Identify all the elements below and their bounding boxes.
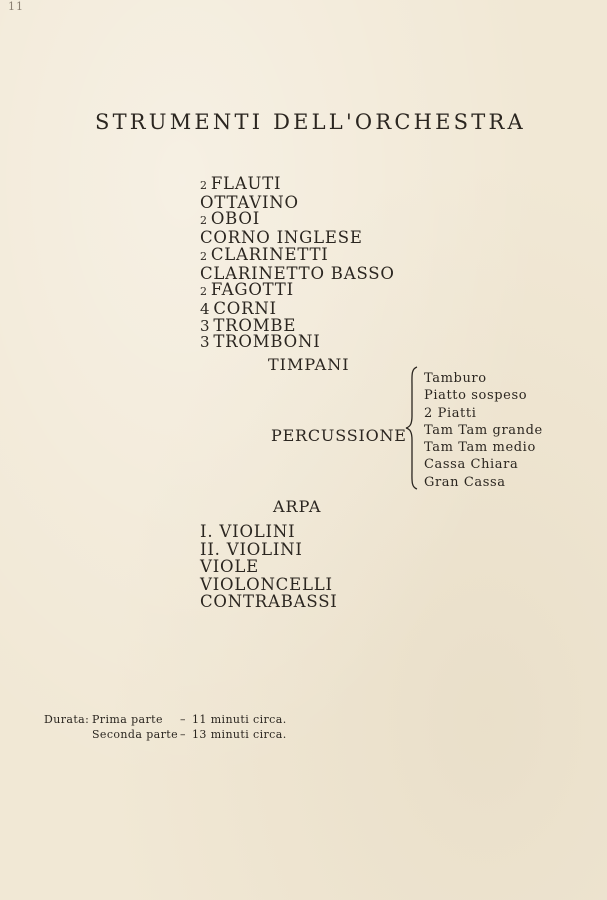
winds-list: [200, 176, 395, 351]
instrument-count: 4: [200, 299, 211, 318]
percussion-item: Tam Tam grande: [424, 422, 543, 438]
duration-time: 11 minuti circa.: [192, 713, 287, 726]
instrument-name: OBOI: [210, 209, 261, 229]
duration-row: [44, 727, 287, 742]
instrument-count: 3: [200, 316, 211, 335]
percussion-item: Tam Tam medio: [424, 440, 536, 456]
string-section: CONTRABASSI: [200, 592, 338, 611]
instrument-name: CLARINETTI: [210, 244, 329, 264]
page-title: STRUMENTI DELL'ORCHESTRA: [95, 110, 526, 134]
curly-brace-icon: [404, 366, 420, 490]
instrument-count: 2: [200, 214, 208, 228]
timpani-heading: TIMPANI: [268, 355, 350, 374]
percussion-item: Tamburo: [424, 371, 487, 386]
duration-row: [44, 712, 287, 727]
duration-time: 13 minuti circa.: [192, 728, 287, 741]
instrument-count: 2: [200, 249, 208, 263]
instrument-name: CORNO INGLESE: [200, 228, 363, 248]
duration-label: Durata:: [44, 713, 90, 726]
instrument-name: OTTAVINO: [200, 192, 299, 212]
percussion-item: Cassa Chiara: [424, 457, 519, 473]
instrument-name: FLAUTI: [210, 174, 282, 193]
percussion-item: Piatto sospeso: [424, 388, 528, 404]
string-section: II. VIOLINI: [200, 539, 303, 559]
instrument-name: CORNI: [213, 298, 277, 318]
instrument-count: 3: [200, 333, 211, 352]
duration-dash: –: [180, 728, 186, 741]
percussion-item: 2 Piatti: [424, 405, 477, 421]
duration-part: Seconda parte: [92, 728, 178, 741]
instrument-name: CLARINETTO BASSO: [200, 263, 395, 283]
string-section: I. VIOLINI: [200, 522, 296, 541]
instrument-name: TROMBE: [213, 315, 297, 335]
duration-note: [44, 712, 287, 742]
duration-part: Prima parte: [92, 713, 163, 726]
corner-mark: 11: [8, 0, 24, 13]
duration-dash: –: [180, 713, 186, 726]
instrument-name: FAGOTTI: [210, 280, 294, 300]
instrument-name: TROMBONI: [213, 332, 321, 352]
percussion-list: [424, 370, 543, 491]
percussion-item: Gran Cassa: [424, 474, 506, 490]
instrument-line: [200, 334, 395, 351]
strings-list: [200, 523, 338, 611]
instrument-count: 2: [200, 285, 208, 299]
percussion-heading: PERCUSSIONE: [271, 426, 407, 445]
string-section: VIOLONCELLI: [200, 574, 333, 594]
instrument-count: 2: [200, 179, 208, 192]
harp-heading: ARPA: [273, 497, 322, 516]
string-section: VIOLE: [200, 557, 259, 576]
